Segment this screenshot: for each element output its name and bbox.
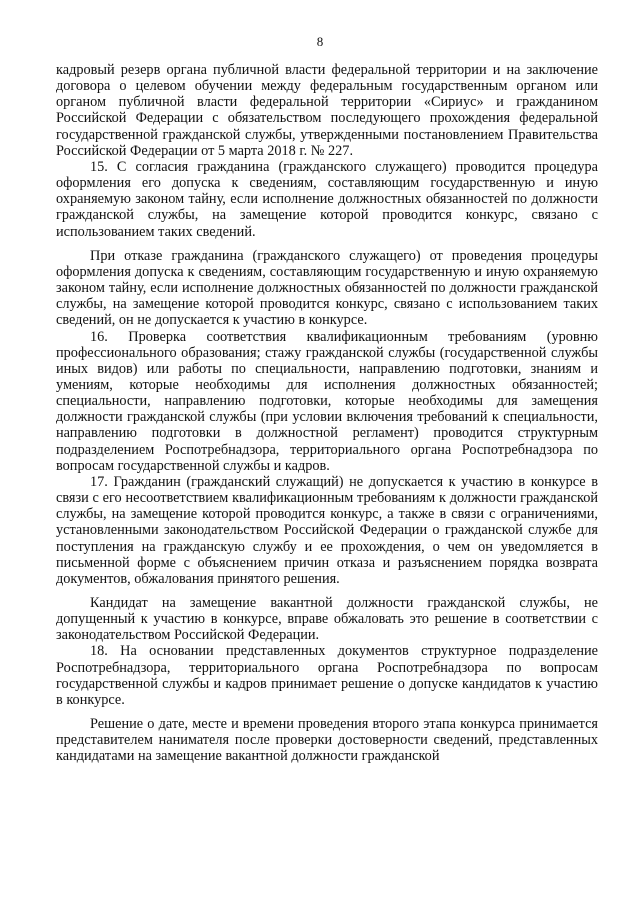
page-number: 8 — [316, 34, 324, 49]
paragraph-continuation: кадровый резерв органа публичной власти федеральной территории и на заключение договора о целевом обучении между федеральным государственным органом или органом публичной власти федеральной территории «Сириус» и гражданином Российской Федерации с обязательством последующего прохождения федеральной государственной гражданской службы, утвержденными постановлением Правительства Российской Федерации от 5 марта 2018 г. № 227. — [56, 62, 598, 159]
paragraph-clause-15: 15. С согласия гражданина (гражданского служащего) проводится процедура оформления его допуска к сведениям, составляющим государственную и иную охраняемую законом тайну, если исполнение должностных обязанностей по должности гражданской службы, на замещение которой проводится конкурс, связано с использованием таких сведений. — [56, 158, 598, 240]
paragraph-refusal-clearance: При отказе гражданина (гражданского служащего) от проведения процедуры оформления допуска к сведениям, составляющим государственную и иную охраняемую законом тайну, если исполнение должностных обязанностей по должности гражданской службы, на замещение которой проводится конкурс, связано с использованием таких сведений, он не допускается к участию в конкурсе. — [56, 247, 598, 329]
paragraph-clause-16: 16. Проверка соответствия квалификационным требованиям (уровню профессионального образования; стажу гражданской службы (государственной службы иных видов) или работы по специальности, направлению подготовки, знаниям и умениям, которые необходимы для исполнения должностных обязанностей; специальности, направлению подготовки, которые необходимы для замещения должности гражданской службы (при условии включения требований к специальности, направлению подготовки в должностной регламент) проводится структурным подразделением Роспотребнадзора, территориального органа Роспотребнадзора по вопросам государственной службы и кадров. — [56, 328, 598, 474]
document-body — [56, 62, 598, 765]
paragraph-clause-18: 18. На основании представленных документов структурное подразделение Роспотребнадзора, территориального органа Роспотребнадзора по вопросам государственной службы и кадров принимает решение о допуске кандидатов к участию в конкурсе. — [56, 643, 598, 708]
paragraph-second-stage-decision: Решение о дате, месте и времени проведения второго этапа конкурса принимается представителем нанимателя после проверки достоверности сведений, представленных кандидатами на замещение вакантной должности гражданской — [56, 716, 598, 765]
paragraph-appeal-right: Кандидат на замещение вакантной должности гражданской службы, не допущенный к участию в конкурсе, вправе обжаловать это решение в соответствии с законодательством Российской Федерации. — [56, 595, 598, 644]
paragraph-clause-17: 17. Гражданин (гражданский служащий) не допускается к участию в конкурсе в связи с его несоответствием квалификационным требованиям к должности гражданской службы, на замещение которой проводится конкурс, а также в связи с ограничениями, установленными законодательством Российской Федерации о гражданской службе для поступления на гражданскую службу и ее прохождения, о чем он уведомляется в письменной форме с объяснением причин отказа и разъяснением порядка возврата документов, обжалования принятого решения. — [56, 473, 598, 587]
